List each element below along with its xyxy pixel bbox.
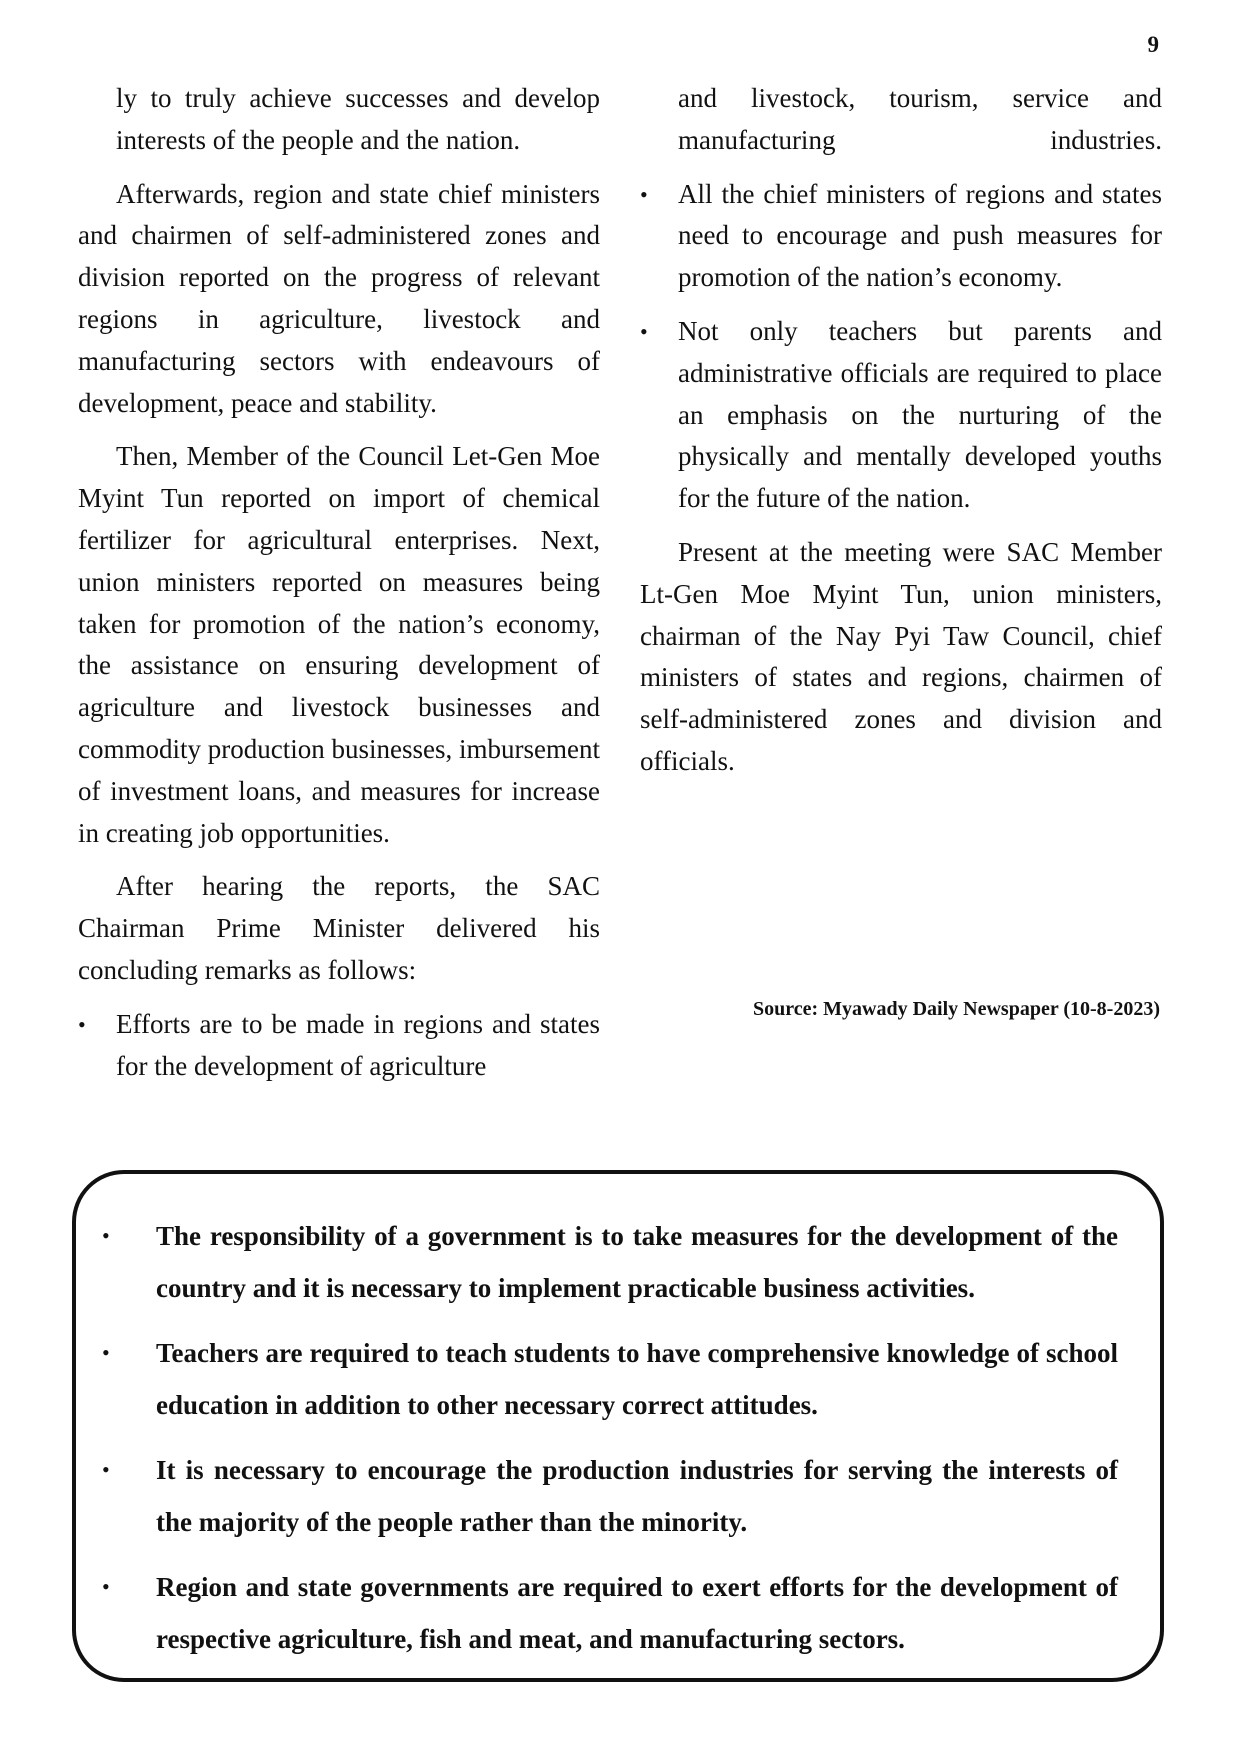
bullet-item — [640, 174, 1162, 299]
highlight-text: Region and state governments are required to exert efforts for the development of respective agriculture, fish and meat, and manufacturing sectors. — [156, 1572, 1118, 1654]
highlight-item — [102, 1561, 1118, 1665]
source-citation: Source: Myawady Daily Newspaper (10-8-2023) — [752, 998, 1160, 1020]
highlight-box — [72, 1170, 1164, 1682]
highlight-text: Teachers are required to teach students to have comprehensive knowledge of school education in addition to other necessary correct attitudes. — [156, 1338, 1118, 1420]
bullet-item — [640, 311, 1162, 520]
bullet-icon: • — [102, 1223, 110, 1248]
bullet-item-continued — [640, 78, 1162, 162]
highlight-item — [102, 1210, 1118, 1314]
bullet-text: All the chief ministers of regions and states need to encourage and push measures for promotion of the nation’s economy. — [678, 178, 1162, 293]
bullet-icon: • — [640, 181, 648, 207]
bullet-text: Not only teachers but parents and administrative officials are required to place an emphasis on the nurturing of the physically and mentally developed youths for the future of the nation. — [678, 315, 1162, 514]
bullet-icon: • — [102, 1574, 110, 1599]
right-column — [640, 78, 1162, 795]
bullet-item — [78, 1004, 600, 1088]
highlight-item — [102, 1444, 1118, 1548]
bullet-text: Efforts are to be made in regions and states for the development of agriculture — [116, 1008, 600, 1081]
paragraph-progress-reports: Afterwards, region and state chief ministers and chairmen of self-administered zones and division reported on the progress of relevant regions in agriculture, livestock and manufacturing sectors with endeavours of development, peace and stability. — [78, 178, 600, 418]
paragraph-ministers-reports: Then, Member of the Council Let-Gen Moe Myint Tun reported on import of chemical fertilizer for agricultural enterprises. Next, union ministers reported on measures being taken for promotion of the nation’s economy, the assistance on ensuring development of agriculture and livestock businesses and commodity production businesses, imbursement of investment loans, and measures for increase in creating job opportunities. — [78, 441, 600, 848]
page-number: 9 — [1147, 32, 1159, 57]
bullet-icon: • — [102, 1340, 110, 1365]
highlight-item — [102, 1327, 1118, 1431]
paragraph-continued: ly to truly achieve successes and develop interests of the people and the nation. — [116, 83, 600, 155]
bullet-icon: • — [78, 1011, 86, 1037]
highlight-text: The responsibility of a government is to take measures for the development of the country and it is necessary to implement practicable business activities. — [156, 1221, 1118, 1303]
paragraph-concluding-remarks: After hearing the reports, the SAC Chairman Prime Minister delivered his concluding remarks as follows: — [78, 871, 600, 985]
left-column — [78, 78, 600, 1099]
bullet-icon: • — [640, 318, 648, 344]
bullet-icon: • — [102, 1457, 110, 1482]
bullet-text: and livestock, tourism, service and manufacturing industries. — [678, 83, 1162, 155]
highlight-text: It is necessary to encourage the production industries for serving the interests of the majority of the people rather than the minority. — [156, 1455, 1118, 1537]
paragraph-attendees: Present at the meeting were SAC Member Lt-Gen Moe Myint Tun, union ministers, chairman of the Nay Pyi Taw Council, chief ministers of states and regions, chairmen of self-administered zones and division and officials. — [640, 536, 1162, 776]
